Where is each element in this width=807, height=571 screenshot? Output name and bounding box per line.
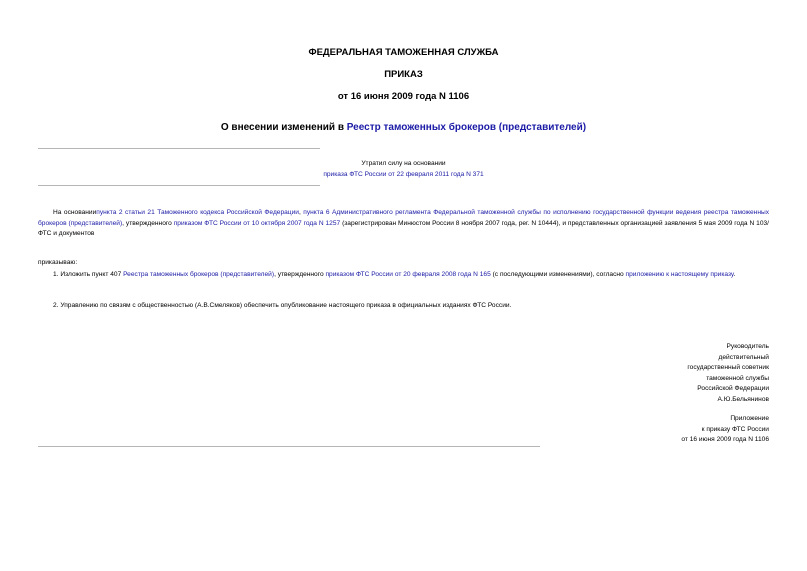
regulation-link[interactable]: пункта 6 Административного регламента Федеральной таможенной службы по исполнению государственной функции ведения реестра таможенных брокеров (представителей) [38,209,770,227]
signature-line: Российской Федерации [697,385,769,392]
orders-label: приказываю: [38,259,78,266]
signature-line: Руководитель [726,343,769,350]
validity-notice-line [0,171,807,178]
order-item-2: 2. Управлению по связям с общественностью (А.В.Смеляков) обеспечить опубликование настоящего приказа в официальных изданиях ФТС России. [53,302,512,309]
order-1257-link[interactable]: приказом ФТС России от 10 октября 2007 года N 1257 [173,219,341,227]
appendix-line: Приложение [730,415,769,422]
appendix-line: к приказу ФТС России [701,425,769,433]
item1-text-3: (с последующими изменениями), согласно [490,271,626,278]
subject-register-link[interactable]: Реестр таможенных брокеров (представителей) [346,122,587,133]
appendix-note [681,414,769,446]
repeal-order-link[interactable]: приказа ФТС России от 22 февраля 2011 года N 371 [323,171,484,178]
divider-top [38,148,320,149]
basis-paragraph [38,208,769,240]
signature-line: действительный [718,353,769,361]
order-165-link[interactable]: приказом ФТС России от 20 февраля 2008 года N 165 [325,271,491,278]
document-date-number: от 16 июня 2009 года N 1106 [337,91,470,102]
customs-code-link[interactable]: пункта 2 статьи 21 Таможенного кодекса Российской Федерации [96,209,299,216]
divider-middle [38,185,320,186]
signatory-name: А.Ю.Бельянинов [717,395,769,403]
signature-block [687,342,769,405]
item1-text-1: 1. Изложить пункт 407 [53,271,124,278]
signature-line: таможенной службы [706,374,769,382]
basis-text-2: , [298,209,304,216]
item1-text-2: , утвержденного [274,271,326,278]
agency-title: ФЕДЕРАЛЬНАЯ ТАМОЖЕННАЯ СЛУЖБА [308,47,499,58]
basis-text-1: На основании [53,209,97,216]
document-subject [0,122,807,133]
appendix-link[interactable]: приложению к настоящему приказу [625,271,734,278]
document-type: ПРИКАЗ [384,69,423,80]
validity-notice-text: Утратил силу на основании [361,160,446,167]
divider-bottom [38,446,540,447]
order-item-1 [38,270,769,281]
subject-prefix: О внесении изменений в [220,122,347,133]
appendix-line: от 16 июня 2009 года N 1106 [681,436,769,443]
signature-line: государственный советник [687,364,769,371]
item1-text-4: . [733,271,736,278]
basis-text-4: (зарегистрирован Минюстом России 8 ноября 2007 года, рег. N 10444), и представленных организацией заявления 5 мая 2009 года N 103/ФТС и документов [38,219,769,237]
register-link[interactable]: Реестра таможенных брокеров (представителей) [123,271,275,278]
basis-text-3: , утвержденного [122,219,174,227]
